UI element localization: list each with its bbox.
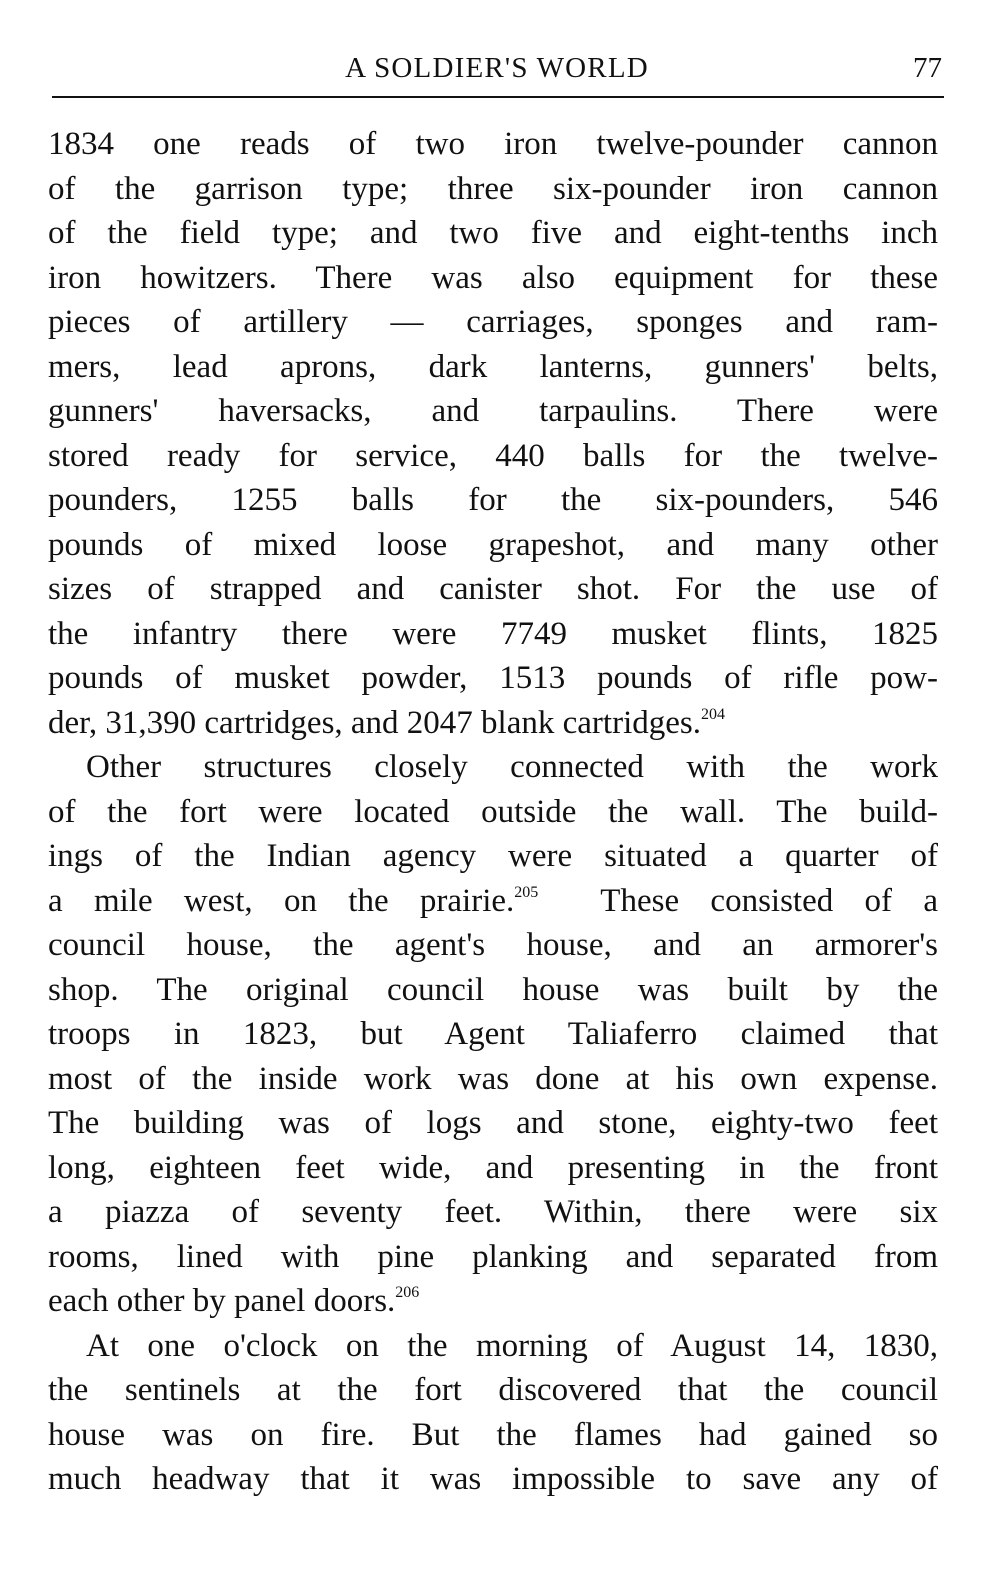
- text-line: pounders, 1255 balls for the six-pounders, 546: [48, 482, 938, 518]
- text-line: much headway that it was impossible to save any of: [48, 1461, 938, 1497]
- paragraph-3: [48, 1324, 938, 1502]
- line-text: der, 31,390 cartridges, and 2047 blank cartridges.: [48, 704, 701, 741]
- text-line: troops in 1823, but Agent Taliaferro claimed that: [48, 1016, 938, 1052]
- text-line: stored ready for service, 440 balls for the twelve-: [48, 437, 938, 474]
- paragraph-2: [48, 745, 938, 1324]
- text-line: of the fort were located outside the wall. The build-: [48, 793, 938, 830]
- text-line: the infantry there were 7749 musket flints, 1825: [48, 615, 938, 652]
- body-text: [48, 122, 938, 1502]
- text-line: ings of the Indian agency were situated a quarter of: [48, 838, 938, 874]
- text-line: pounds of musket powder, 1513 pounds of rifle pow-: [48, 660, 938, 696]
- text-line: council house, the agent's house, and an armorer's: [48, 927, 938, 963]
- text-line: [48, 1279, 938, 1324]
- paragraph-1: [48, 122, 938, 745]
- text-line: house was on fire. But the flames had gained so: [48, 1416, 938, 1453]
- text-line: long, eighteen feet wide, and presenting in the front: [48, 1149, 938, 1186]
- text-line: rooms, lined with pine planking and separated from: [48, 1238, 938, 1275]
- text-line: the sentinels at the fort discovered that the council: [48, 1372, 938, 1408]
- header-rule: [52, 96, 944, 98]
- line-text: These consisted of a: [538, 882, 938, 919]
- text-line: pieces of artillery — carriages, sponges and ram-: [48, 304, 938, 340]
- text-line: Other structures closely connected with the work: [86, 749, 938, 785]
- running-head: [52, 48, 942, 88]
- text-line: sizes of strapped and canister shot. For the use of: [48, 571, 938, 607]
- footnote-marker: 206: [395, 1284, 420, 1301]
- text-line: gunners' haversacks, and tarpaulins. There were: [48, 393, 938, 429]
- text-line: [48, 701, 938, 746]
- line-text: a mile west, on the prairie.: [48, 882, 515, 919]
- text-line: of the field type; and two five and eight-tenths inch: [48, 215, 938, 251]
- text-line: pounds of mixed loose grapeshot, and many other: [48, 526, 938, 563]
- line-text: each other by panel doors.: [48, 1283, 396, 1319]
- footnote-marker: 204: [700, 705, 725, 723]
- text-line: iron howitzers. There was also equipment for these: [48, 259, 938, 296]
- page-number: 77: [913, 52, 942, 84]
- text-line: most of the inside work was done at his own expense.: [48, 1060, 938, 1097]
- footnote-marker: 205: [514, 883, 539, 901]
- text-line: shop. The original council house was built by the: [48, 971, 938, 1008]
- text-line: [48, 879, 938, 924]
- running-title: A SOLDIER'S WORLD: [345, 52, 649, 84]
- text-line: a piazza of seventy feet. Within, there were six: [48, 1194, 938, 1230]
- text-line: 1834 one reads of two iron twelve-pounder cannon: [48, 126, 938, 162]
- text-line: of the garrison type; three six-pounder iron cannon: [48, 170, 938, 207]
- text-line: At one o'clock on the morning of August 14, 1830,: [86, 1327, 938, 1364]
- text-line: The building was of logs and stone, eighty-two feet: [48, 1105, 938, 1141]
- text-line: mers, lead aprons, dark lanterns, gunners' belts,: [48, 348, 938, 385]
